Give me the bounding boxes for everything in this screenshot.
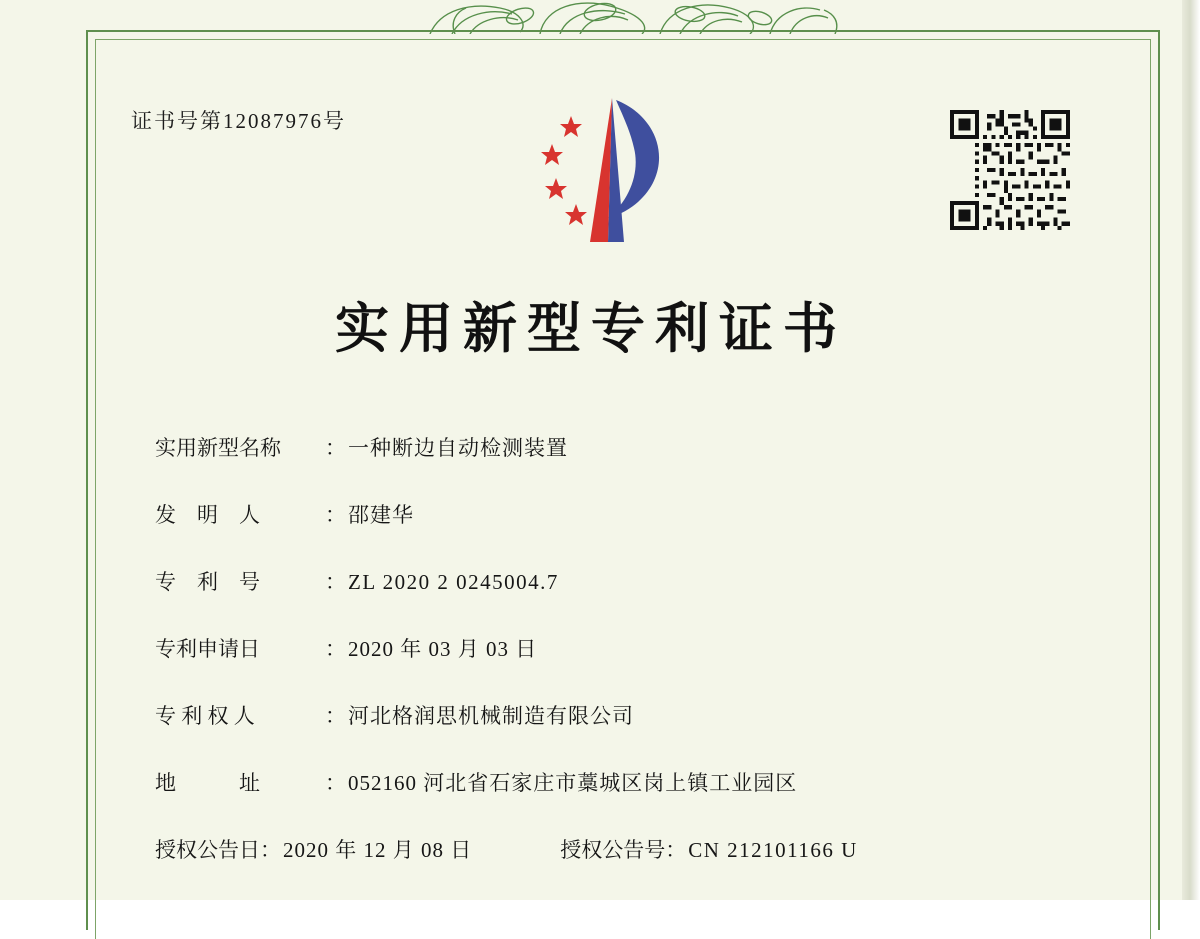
- field-value-address: 052160 河北省石家庄市藁城区岗上镇工业园区: [348, 771, 798, 795]
- field-colon-1: ：: [325, 503, 346, 527]
- field-grant-announcement-date: [155, 834, 472, 864]
- field-inventor: [155, 499, 1095, 529]
- paper-edge-shadow: [1182, 0, 1200, 900]
- qr-code: [950, 110, 1070, 230]
- field-utility-model-name: [155, 432, 1095, 462]
- field-label-application-date: 专利申请日: [155, 637, 260, 661]
- field-label-address: 地 址: [155, 771, 260, 795]
- field-value-patentee: 河北格润思机械制造有限公司: [348, 704, 634, 728]
- field-label-patent-number: 专 利 号: [155, 570, 260, 594]
- top-ornament-band: [0, 0, 1182, 34]
- field-label-patentee: 专 利 权 人: [155, 704, 255, 728]
- field-value-application-date: 2020 年 03 月 03 日: [348, 637, 538, 661]
- field-label-inventor: 发 明 人: [155, 503, 260, 527]
- field-colon-0: ：: [325, 436, 346, 460]
- cnipa-emblem-icon: [512, 92, 692, 252]
- field-value-utility-model-name: 一种断边自动检测装置: [348, 436, 568, 460]
- field-value-grant-announcement-date: 2020 年 12 月 08 日: [283, 838, 473, 862]
- page-title: 实用新型专利证书: [335, 296, 847, 360]
- footer-fields: [155, 834, 1095, 864]
- certificate-fields: [155, 432, 1095, 864]
- field-colon-7: ：: [665, 838, 687, 862]
- field-colon-4: ：: [325, 704, 346, 728]
- field-patentee: [155, 700, 1095, 730]
- field-colon-2: ：: [325, 570, 346, 594]
- field-application-date: [155, 633, 1095, 663]
- certificate-serial-number: 证书号第12087976号: [131, 109, 346, 133]
- field-value-inventor: 邵建华: [348, 503, 414, 527]
- field-label-utility-model-name: 实用新型名称: [155, 436, 281, 460]
- field-address: [155, 767, 1095, 797]
- field-value-grant-announcement-number: CN 212101166 U: [688, 838, 858, 862]
- field-value-patent-number: ZL 2020 2 0245004.7: [348, 570, 559, 594]
- field-label-grant-announcement-number: 授权公告号: [560, 838, 666, 862]
- field-colon-3: ：: [325, 637, 346, 661]
- field-label-grant-announcement-date: 授权公告日: [155, 838, 260, 862]
- field-grant-announcement-number: [560, 834, 858, 864]
- field-colon-6: ：: [260, 838, 281, 862]
- field-colon-5: ：: [325, 771, 346, 795]
- field-patent-number: [155, 566, 1095, 596]
